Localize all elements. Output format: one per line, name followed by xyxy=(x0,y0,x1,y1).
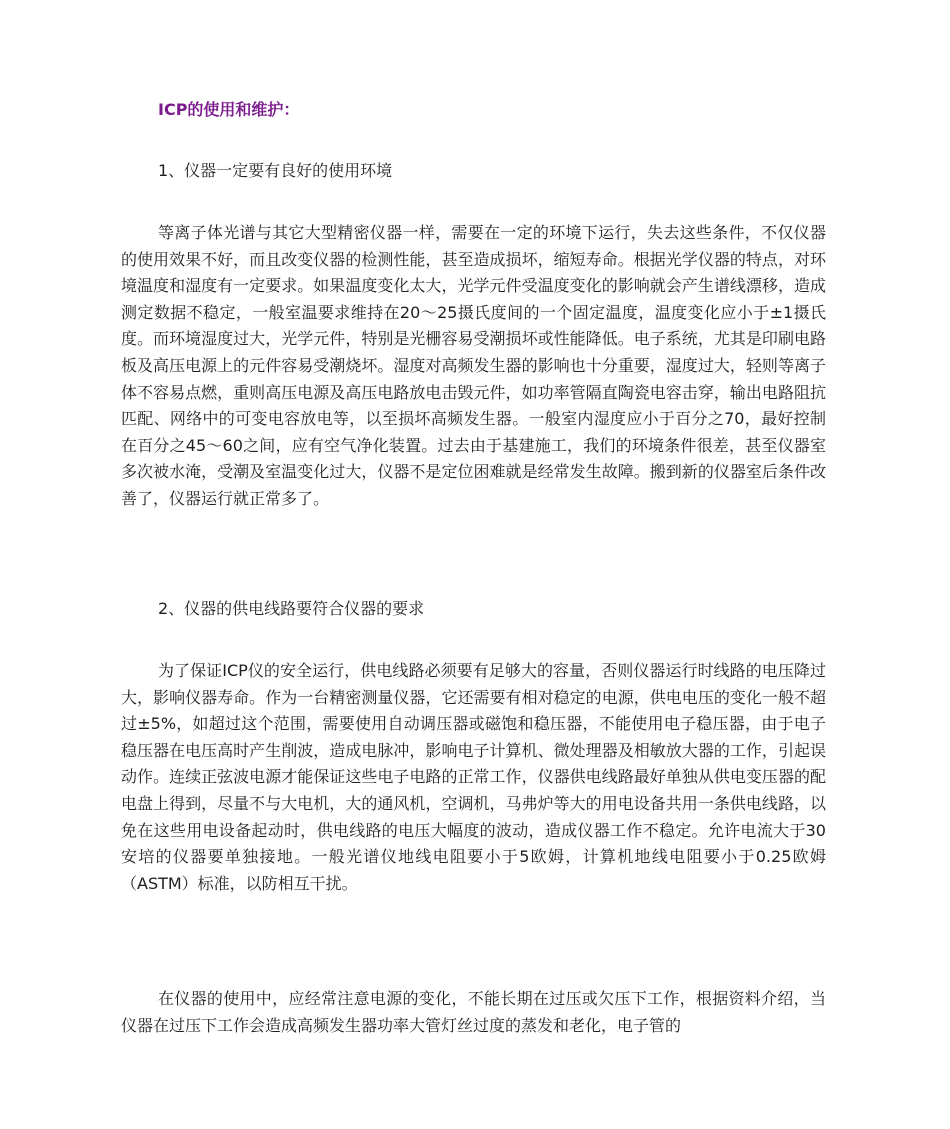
document-heading: ICP的使用和维护： xyxy=(158,100,300,119)
section-title-power-supply: 2、仪器的供电线路要符合仪器的要求 xyxy=(158,599,425,618)
section-title-environment: 1、仪器一定要有良好的使用环境 xyxy=(158,161,393,180)
paragraph-power-supply: 为了保证ICP仪的安全运行，供电线路必须要有足够大的容量，否则仪器运行时线路的电压降过大，影响仪器寿命。作为一台精密测量仪器，它还需要有相对稳定的电源，供电电压的变化一般不超过±5%，如超过这个范围，需要使用自动调压器或磁饱和稳压器，不能使用电子稳压器，由于电子稳压器在电压高时产生削波，造成电脉冲，影响电子计算机、微处理器及相敏放大器的工作，引起误动作。连续正弦波电源才能保证这些电子电路的正常工作，仪器供电线路最好单独从供电变压器的配电盘上得到，尽量不与大电机，大的通风机，空调机，马弗炉等大的用电设备共用一条供电线路，以免在这些用电设备起动时，供电线路的电压大幅度的波动，造成仪器工作不稳定。允许电流大于30安培的仪器要单独接地。一般光谱仪地线电阻要小于5欧姆，计算机地线电阻要小于0.25欧姆（ASTM）标准，以防相互干扰。 xyxy=(121,661,826,893)
paragraph-environment: 等离子体光谱与其它大型精密仪器一样，需要在一定的环境下运行，失去这些条件，不仅仪器的使用效果不好，而且改变仪器的检测性能，甚至造成损坏，缩短寿命。根据光学仪器的特点，对环境温度和湿度有一定要求。如果温度变化太大，光学元件受温度变化的影响就会产生谱线漂移，造成测定数据不稳定，一般室温要求维持在20～25摄氏度间的一个固定温度，温度变化应小于±1摄氏度。而环境湿度过大，光学元件，特别是光栅容易受潮损坏或性能降低。电子系统，尤其是印刷电路板及高压电源上的元件容易受潮烧坏。湿度对高频发生器的影响也十分重要，湿度过大，轻则等离子体不容易点燃，重则高压电源及高压电路放电击毁元件，如功率管隔直陶瓷电容击穿，输出电路阻抗匹配、网络中的可变电容放电等，以至损坏高频发生器。一般室内湿度应小于百分之70，最好控制在百分之45～60之间，应有空气净化装置。过去由于基建施工，我们的环境条件很差，甚至仪器室多次被水淹，受潮及室温变化过大，仪器不是定位困难就是经常发生故障。搬到新的仪器室后条件改善了，仪器运行就正常多了。 xyxy=(121,223,826,508)
paragraph-power-usage: 在仪器的使用中，应经常注意电源的变化，不能长期在过压或欠压下工作，根据资料介绍，当仪器在过压下工作会造成高频发生器功率大管灯丝过度的蒸发和老化，电子管的 xyxy=(121,989,826,1035)
